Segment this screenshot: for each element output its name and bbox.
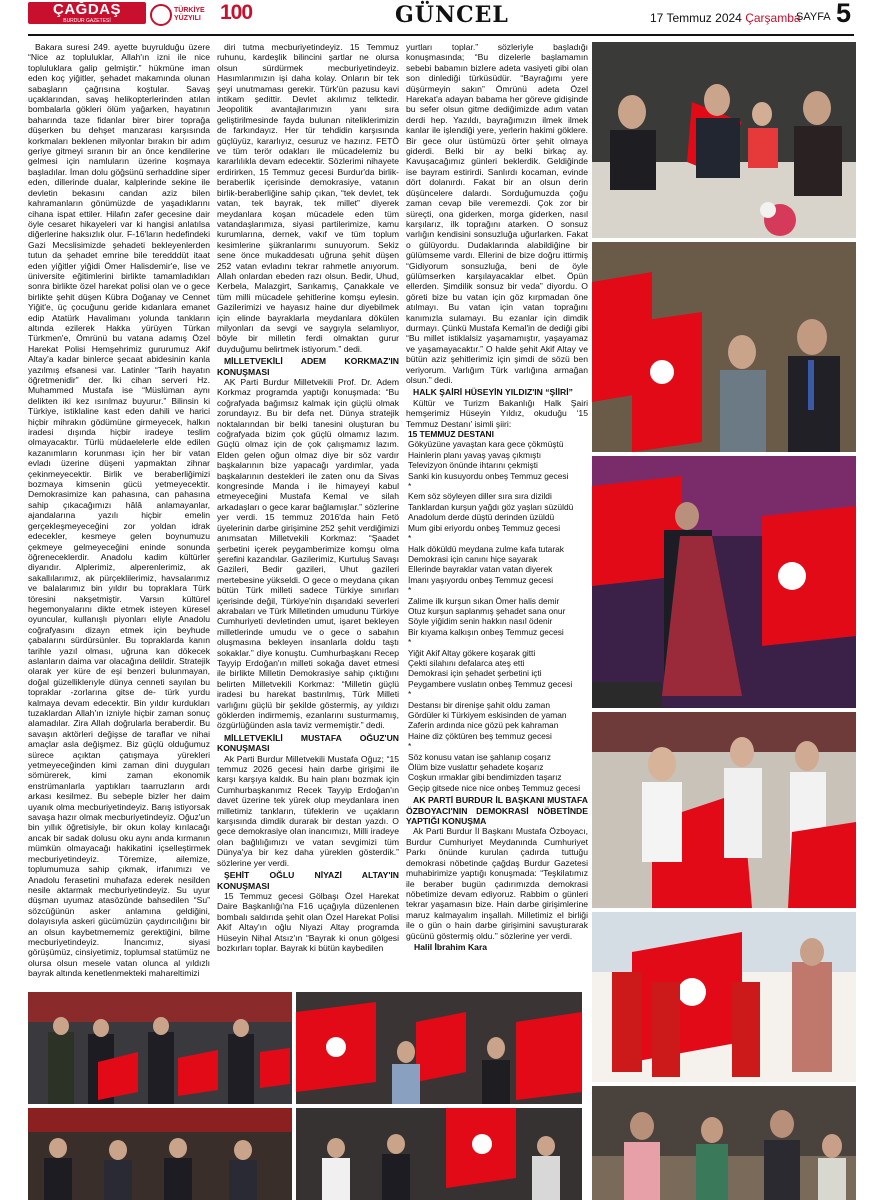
crescent-icon [150, 4, 172, 26]
poem-line: Yiğit Akif Altay gökere koşarak gitti [408, 647, 536, 658]
centennial-logo [220, 2, 272, 30]
subheading-korkmaz: MİLLETVEKİLİ ADEM KORKMAZ'IN KONUŞMASI [217, 356, 399, 377]
poem-line: Demokrasi için canını hiçe sayarak [408, 553, 538, 564]
poem-line: Haine diz çöktüren beş temmuz gecesi [408, 730, 552, 741]
poem-line: Televizyon önünde ihtarını çekmişti [408, 460, 538, 471]
poem-line: Bir kıyama kalkışın onbeş Temmuz gecesi [408, 626, 564, 637]
poem-line: Geçip gitsede nice nice onbeş Temmuz gecesi [408, 782, 581, 793]
poem-line: Söyle yiğidim senin hakkın nasıl ödenir [408, 616, 553, 627]
column-1 [28, 42, 210, 988]
poem-line: Gördüler ki Türkiyem eskisinden de yaman [408, 710, 567, 720]
photo-folk-dancers [592, 912, 856, 1082]
photo-kids-night [592, 1086, 856, 1200]
centennial-number: 100 [220, 1, 253, 24]
poem-line: Tanklardan kurşun yağdı göz yaşları süzüldü [408, 501, 574, 512]
photo-graphic [28, 1108, 292, 1200]
issue-date [650, 11, 801, 25]
column-3 [406, 42, 588, 988]
photo-night-crowd-1 [28, 1108, 292, 1200]
poem-separator: * [408, 637, 412, 648]
photo-graphic [296, 992, 582, 1104]
cagdas-logo [28, 2, 146, 24]
poem-line: Gökyüzüne yavaştan kara gece çökmüştü [408, 439, 564, 450]
poem-separator: * [408, 689, 412, 700]
poem-line: Ellerinde bayraklar vatan vatan diyerek [408, 564, 553, 575]
photo-graphic [592, 242, 856, 452]
paragraph: diri tutma mecburiyetindeyiz. 15 Temmuz ruhunu, kardeşlik bilincini şartlar ne olursa olsun sürdürmek mecburiyetindeyiz. Hasımlarımızın işi daha kolay. Onların bir tek şeyi unutmaması gerekir. Türk'ün pazusu kavi intikam şedittir. Devlet akılımız telktedir. Jeopolitik avantajlarımızın yanı sıra geliştirilmesinde fayda bulunan niteliklerimizin de farkındayız. Her tür tehdidin karşısında güçlüyüz, kararlıyız, cesuruz ve hazırız. FETÖ ve tüm terör odakları ile mücadelemiz bu kararlılıkla devam edecektir. Sözlerimi nihayete erdirirken, 15 Temmuz gecesi Burdur'da birlik-beraberlik içerisinde demokrasiye, vatanın birlik-beraberliğine sahip çıkan, “tek devlet, tek vatan, tek bayrak, tek millet” diyerek meydanlara koşan mücadele eden tüm vatandaşlarımıza, siyasi partilerimize, kamu kurumlarına, dernek, vakıf ve tüm toplum kesimlerine şükranlarımı sunuyorum. Sekiz sene önce mukaddesatı uğruna şehit düşen 252 vatan evladını tekrar rahmetle anıyorum. Allah onlardan ebeden razı olsun. Bedir, Uhud, Kerbela, Malazgirt, Sarıkamış, Çanakkale ve tüm milli mücadele şehitlerine komşu eylesin. Gazilerimizi ve hayasız haine dur diyebilmek için elinde bayraklarla meydanlara dökülen milyonları da sevgi ve saygıyla selamlıyor, böyle bir milletin ferdi olmaktan gurur duyduğumu belirtmek istiyorum.” dedi. [217, 42, 399, 354]
poem-line: Ölüm bize vuslattır şehadete koşarız [408, 762, 544, 773]
photo-graphic [28, 992, 292, 1104]
header-rule [28, 34, 854, 36]
photo-graphic [592, 456, 856, 708]
poem-line: Zaferin ardında nice gözü pek kahraman [408, 720, 559, 731]
paragraph: Ak Parti Burdur Milletvekili Mustafa Oğuz; “15 temmuz 2026 gecesi hain darbe girişimi ile karşı karşıya kaldık. Bu hain planı bozmak için Cumhurbaşkanımız Recek Tayyip Erdoğan'ın davet üzerine tek yürek olup meydanlara inen milletimiz tankların, tüfeklerin ve uçakların karşısında dimdik durarak bir destan yazdı. O gece demokrasiye olan inancımızı, Milli iradeye olan bağlılığımızı ve vatan sevgimizi tüm Dünya'ya bir kez daha yüreklen gösterdik.” sözlerine yer verdi. [217, 753, 399, 868]
poem-separator: * [408, 533, 412, 544]
poem [406, 429, 588, 793]
poem-line: Kem söz söyleyen diller sıra sıra dizildi [408, 491, 552, 502]
photo-graphic [592, 1086, 856, 1200]
poem-line: Coşkun ırmaklar gibi bendimizden taşarız [408, 772, 562, 783]
poem-title: 15 TEMMUZ DESTANI [408, 429, 494, 440]
poem-line: Anadolum derde düştü derinden üzüldü [408, 512, 555, 523]
poem-line: Peygambere vuslatın onbeş Temmuz gecesi [408, 678, 573, 689]
logo-name: ÇAĞDAŞ [52, 1, 121, 18]
turkiye-yuzyili-logo [150, 2, 214, 30]
poem-line: Hainlerin planı yavaş yavaş çıkmıştı [408, 449, 542, 460]
logo-subtitle: BURDUR GAZETESİ [63, 18, 111, 24]
photo-poet-reading [592, 456, 856, 708]
date-text: 17 Temmuz 2024 [650, 11, 742, 25]
poem-separator: * [408, 481, 412, 492]
paragraph: 15 Temmuz gecesi Gölbaşı Özel Harekat Daire Başkanlığı'na F16 uçağıyla düzenlenen bombalı saldırıda şehit olan Özel Harekat Polisi Akif Altay'ın oğlu Niyazi Altay programda Hüseyin Nihal Atsız'ın “Bayrak ki onun gölgesi bozkırları toplar. Bayrak ki bütün kaybedilen [217, 890, 399, 953]
subheading-altay: ŞEHİT OĞLU NİYAZİ ALTAY'IN KONUŞMASI [217, 870, 399, 891]
poem-line: Otuz kurşun saplanmış şehadet sana onur [408, 605, 566, 616]
paragraph: Kültür ve Turizm Bakanlığı Halk Şairi hemşerimiz Hüseyin Yıldız, okuduğu ‘15 Temmuz Destanı’ isimli şiiri: [406, 397, 588, 429]
photo-graphic [592, 912, 856, 1082]
subheading-oguz: MİLLETVEKİLİ MUSTAFA OĞUZ'UN KONUŞMASI [217, 732, 399, 754]
poem-line: Zalime ilk kurşun sıkan Ömer halis demir [408, 595, 560, 606]
poem-line: İmanı yaşıyordu onbeş Temmuz gecesi [408, 574, 554, 585]
photo-night-crowd-2 [296, 1108, 582, 1200]
photo-officials-standing [28, 992, 292, 1104]
photo-audience-left [296, 992, 582, 1104]
poem-line: Çekti silahını defalarca ateş etti [408, 657, 525, 668]
page-label: SAYFA [796, 11, 831, 23]
column-2 [217, 42, 399, 988]
masthead [0, 0, 882, 34]
page-number: 5 [836, 0, 852, 28]
ty-line2: YÜZYILI [174, 15, 201, 22]
subheading-ozboyaci: AK PARTİ BURDUR İL BAŞKANI MUSTAFA ÖZBOYACI'NIN DEMOKRASİ NÖBETİNDE YAPTIĞI KONUŞMA [406, 795, 588, 827]
photo-officials-seated [592, 42, 856, 238]
ty-line1: TÜRKİYE [174, 7, 205, 14]
paragraph: yurtları toplar.” sözleriyle başladığı konuşmasında; “Bu dizelerle başlamamın sebebi babamın bizlere adeta vasiyeti gibi olan son dinlediği türküsüdür. “Bayrağımı yere düşürmeyin sakın” Ömrünü adeta Özel Harekat'a adayan babama her göreve gidişinde bu sefer olsun gitme dediğimizde adım vatan derdi hep. Yazıldı, bayrağımızın ilmek ilmek kanlar ile işlendiği yere, yerlerin hakimi göklere. Bir gece olur üstümüzü örter şehit olmaya giderdi. Belki bir ay belki birkaç ay. Kavuşacağımız günleri beklerdik. Geldiğinde ise bayram estirirdi. Sanlırdı kocaman, evinde dört dolanırdı. Fakat bir an olsun derin düşüncelere dalardı. Sorduğumuzda çoğu zaman cevap bile veremezdi. Çok zor bir süreçti, ona giderken, morga giderken, nasıl karşılarız, ilk toprağını atarken. O sonsuz varlığın kendisini sonsuzluğa uğurlarken. Fakat o gülüyordu. Dudaklarında alabildiğine bir gülümseme vardı. Ellerini de bize doğru ittirmiş “Gidiyorum sonsuzluğa, beni de öyle gülümserken karşılayacaklar elbet. Öpün ellerden. Şimdilik sonsuz bir veda” diyordu. O göreti bize bu vatan için göz kırpmadan öne atılmayı. Bu vatan için vatan toprağını kanımızla sulamayı. Bu ezanlar için dimdik durmayı. Çünkü Mustafa Kemal'in de dediği gibi “Bu millet istiklalsiz yaşamamıştır, yaşayamaz ve yaşamayacaktır.” O halde şehit Akif Altay ve bütün aziz şehitlerimiz için şimdi de sözü ben veriyorum. Varlığım Türk varlığına armağan olsun.” dedi. [406, 42, 588, 385]
author-signature: Halil İbrahim Kara [414, 941, 488, 952]
poem-line: Halk döküldü meydana zulme kafa tutarak [408, 543, 564, 554]
photo-graphic [592, 42, 856, 238]
poem-separator: * [408, 741, 412, 752]
photo-children-flags [592, 712, 856, 908]
photo-graphic [592, 712, 856, 908]
photo-graphic [296, 1108, 582, 1200]
poem-line: Söz konusu vatan ise şahlanıp coşarız [408, 751, 551, 762]
subheading-poet: HALK ŞAİRİ HÜSEYİN YILDIZ'IN “ŞİİRİ” [413, 387, 573, 398]
paragraph: AK Parti Burdur Milletvekili Prof. Dr. Adem Korkmaz programda yaptığı konuşmada: “Bu coğrafyada bağımsız kalmak için güçlü olmak zorundayız. Bu bir defa net. Dünya stratejik noktalarından bir belki tanesini oluşturan bu coğrafyada bizim çok güçlü olmamız lazım. Güçlü olmaz için de çok çalışmamız lazım. Elden gelen oğun olmaz diye bir söz vardır başkalarının bize yapacağı yardımlar, yada başkalarının destekleri ile zaten onu da Sivas kongresinde Manda i ile himayeyi kabul etmeyeceğini Mustafa Kemal ve silah arkadaşları o gece karar bağlamışlar.” sözlerine yer verdi. 15 temmuz 2016'da hain Fetö üyelerinin darbe girişimine 252 şehit verdiğimizi anımsatan Milletvekili Korkmaz: “Şaadet şerbetini içerek peygamberimize komşu olma şerefini kazandılar. Gazilerimiz, Kurtuluş Savaşı Gazileri, Bedir gazileri, Uhut gazileri mertebesine yükseldi. O gece o meydana çıkan bütün Türk milleti sadece Türkiye sınırları içerisinde değil, Türkiye'nin dışarıdaki severleri akrabaları ve Türk Milletinden umudunu Türkiye Cumhuriyeti devletinden umut, işaret bekleyen milletlerinde umudu ve o gece o sabahın oluşmasına bekleyen insanlarla doldu taştı sokaklar.” diye konuştu. Cumhurbaşkanı Recep Tayyip Erdoğan'ın milleti sokağa davet etmesi ile birlikte Milletin Demokrasiye sahip çıktığını belirten Milletvekili Korkmaz: “Milletin güçlü iradesi bu harekat bastırılmış, Türk Milleti varlığını güçlü bir şekilde göstermiş, ay yıldızı göklerden indirmemiş, ezanlarını susturmamış, özgürlüğünden asla taviz vermemiştir.” dedi. [217, 377, 399, 731]
section-title: GÜNCEL [395, 2, 509, 28]
poem-separator: * [408, 585, 412, 596]
poem-line: Demokrasi için şehadet şerbetini içti [408, 668, 542, 679]
paragraph: Bakara suresi 249. ayette buyrulduğu üzere “Nice az topluluklar, Allah'ın izni ile nice topluluklara galip gelmiştir.” hükmüne iman eden koç yiğitler, şehadet makamında olunan sabaşların çağrısına koştular. Savaş uçaklarından, savaş helikopterlerinden atılan bombalarla gökleri ölüm yağarken, hayatının baharında taze fidanlar birer birer toprağa düşerken bu dehşet manzarası karşısında korkmaları beklenen milyonlar bırakın bir adım geriye gitmeyi sıranın bir an önce kendilerine gelmesi için namluların üzerine koşmaya başladılar. İman dolu göğsünü serhaddine siper eden, dillerinde dualar, kalplerinde sekine ile devletin bekasını candan aziz bilen kahramanların gönümüzde de yaşadıklarını cihana ispat ettiler. Hilafın zafer gecesine dair öyle cesaret hikayeleri var ki hangisi anlatılsa diğerlerine haksızlık olur. F-16'ların hedefindeki Gazi Mecslisimizde şehadeti bekleyenlerden tutun da şehadet emrine bile teredddüt itaat eden yiğitler yiğidi Ömer Halisdemir'e, lise ve üniversite eğitimlerini birlikte tamamladıkları sonra birlikte özel harekat polisi olan ve o gece birlikte şehit düşen Kübra Doğanay ve Cennet Yiğit'e, üç çocuğunu geride kıdanlara emanet edip Atatürk Havalimanı yolunda tankların altında ezilerek Hakka yürüyen Türkan Türkmen'e, Ömrünü bu vatana adamış Özel Harekat Polisi Hemşehrimiz gururumuz Akif Altay'a kadar binlerce şecaat abidesinin kanla yazılmış efsanesi var. Latinler “Tarih hayatın öğretmenidir” der. İki cihan serveri Hz. Muhammed Mustafa ise “Müslüman aynı delikten iki kez ısırılmaz buyurur.” Bilinsin ki Türkiye, istiklaline kast eden dahili ve harici hiçbir mihrakın gödümüne girmeyecek, halkın iradesi dışında hiçbir iradeye teslim olmayacaktır. Türlü müdaelelerle elde edilen kazanımların korunması için her bir vatan evladı üzerine düşeni yapmaktan zihnar çekinmeyecektir. Birlik ve beraberliğimizi bozmaya kimsenin gücü yetmeyecektir. Demokrasimize kan pahasına, can pahasına sahip çıkacağımızı hâlâ anlamayanlar, ajandalarına yazılı hiçbir emelin gerçekleşmeyeceğini zor yoldan idrak edecekler, kesmeye gelen boynumuzu çekmeye gelmeyeceğini eninde sonunda öğreneceklerdir. Anadolu kadim kültürler diyarıdır. Alplerimiz, alperenlerimiz, ak sakallılarımız, ak pürçeklilerimiz, havsalarımız ve balalarımız bin yıldır bu topraklara Türk töresini nakşetmiştir. Varsın kültürel hegemonyalarını dikte etmek isteyen küresel oyuncular, kullanışlı piyonları eliyle Anadolu coğrafyasını dizayn etmek için beyhude çabalarını sürdürsünler. Bu topraklarda kanın tarihle yazıl olması, uğruna kan dökecek aslanların daima var olacağına delildir. Stratejik olarak yer küre de eşi benzeri bulunmayan, doğal güzelliklerıyle dünya cenneti sayılan bu topraklar -zorlarına gitse de- türk yurdu kalmaya devam edecektir. Bin yıldır kurdukları tuzaklardan Allah'ın izniyle hiçbir zaman sonuç alamadılar. Zira Allah doğrularla beraberdir. Bu savaşın aktörleri değişse de taraflar ve nihai amaçlar asla değişmez. Biz güçlü olduğumuz sürece açıktan çatışmaya yürekleri yetmeyeceğinden kimi zaman dini duyguları sömürerek, kimi zaman ekonomik enstrümanlarla yaptıkları taarruzların ardı arkası kesilmez. Bu sebeple bizler her daim uyanık olma mecburiyetindeyiz. Barış istiyorsak savaşa hazır olmak mecburiyetindeyiz. Oğuz'un bin yıllık öğretisiyle, bir okun kolay kırılacağı ancak bir sadak dolusu oku aynı anda kırmanın mümkün olmayacağı hakikatini içselleştirmek mecburiyetindeyiz. Töremize, ailemize, toplumumuza sahip çıkmak, irfanımızı ve Anadolu ferasetini muhafaza ederek nesilden nesile aktarmak mecburiyetindeyiz. Su uyur düşman uyumaz atasözünde bahsedilen “Su” sözcüğünün asker anlamına geldiğini, dolayısıyla askeri gücümüzün çaydırıcılığını bir an olsun kaybetmememiz gerektiğini, bilme mecburiyetindeyiz. İnancımız, siyasi görüşümüz, cinsiyetimiz, toplumsal statümüz ne olursa olsun mesele vatan olunca al yıldızlı bayrak altında kenetlenmekteki mahareltimizi [28, 42, 210, 979]
weekday: Çarşamba [745, 11, 801, 25]
paragraph: Ak Parti Burdur İl Başkanı Mustafa Özboyacı, Burdur Cumhuriyet Meydanında Cumhuriyet Parkı önünde kurulan çadırda tuttuğu demokrasi nöbetinde çağdaş Burdur Gazetesi muhabirimize yaptığı konuşmada: “Teşkilatımız ile beraber bugün çadırımızda demokrasi nöbetimize devam ediyoruz. Rabbim o günleri tekrar yaşamasın bize. Hain darbe girişimlerine maruz kalmayalım inşallah. Milletimiz el birliği ile o gün o hain darbe girişimini savuşturarak gücünü göstermiş oldu.” sözlerine yer verdi. [406, 826, 588, 941]
photo-ceremony-crowd [592, 242, 856, 452]
poem-line: Mum gibi eriyordu onbeş Temmuz gecesi [408, 522, 561, 533]
poem-line: Sanki kin kusuyordu onbeş Temmuz gecesi [408, 470, 569, 481]
poem-line: Destansı bir direnişe şahit oldu zaman [408, 699, 550, 710]
